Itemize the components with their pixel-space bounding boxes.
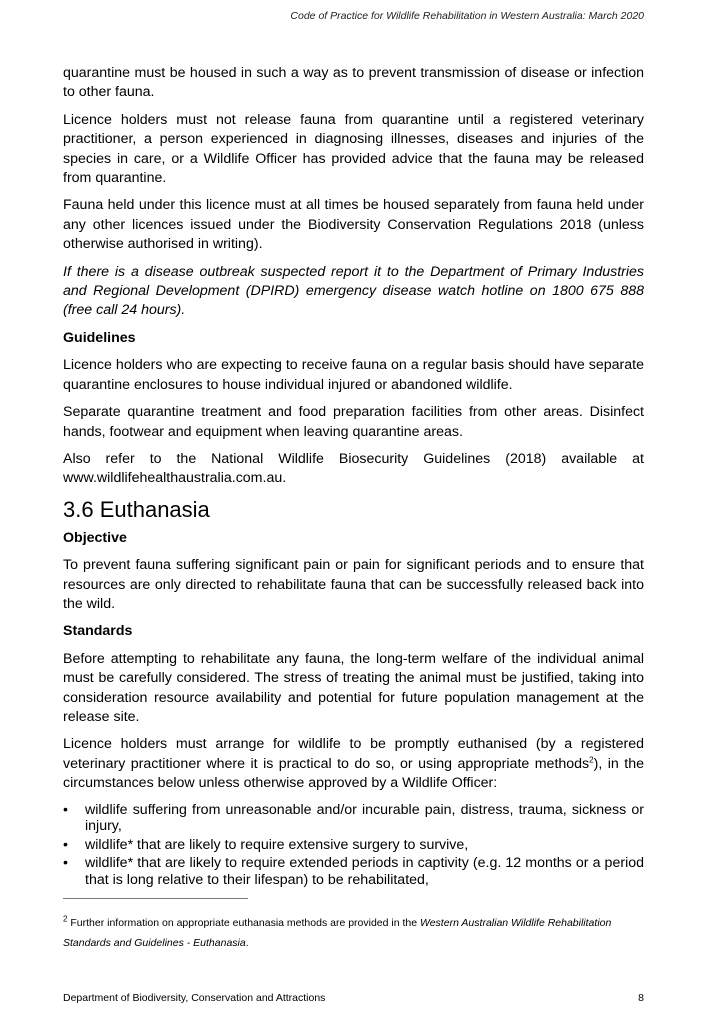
footnote-number: 2 <box>63 914 68 924</box>
page-footer <box>63 992 644 1004</box>
objective-heading: Objective <box>63 529 127 546</box>
footnote-divider <box>63 898 248 899</box>
text: ), in the circumstances below unless otherwise approved by a Wildlife Officer: <box>63 755 644 792</box>
footnote-reference[interactable]: 2 <box>589 755 594 765</box>
paragraph <box>63 735 644 793</box>
text: Licence holders must arrange for wildlife to be promptly euthanised (by a registered veterinary practitioner where it is practical to do so, or using appropriate methods <box>63 736 644 772</box>
list-item-text: wildlife* that are likely to require extended periods in captivity (e.g. 12 months or a period that is long relative to their lifespan) to be rehabilitated, <box>85 855 644 888</box>
footnote-end: . <box>245 936 249 949</box>
guidelines-heading: Guidelines <box>63 329 136 346</box>
paragraph: Licence holders who are expecting to receive fauna on a regular basis should have separate quarantine enclosures to house individual injured or abandoned wildlife. <box>63 357 644 393</box>
bullet-icon: • <box>63 801 68 818</box>
paragraph: Separate quarantine treatment and food preparation facilities from other areas. Disinfect hands, footwear and equipment when leaving quarantine areas. <box>63 404 644 440</box>
list-item-text: wildlife* that are likely to require extensive surgery to survive, <box>85 836 469 853</box>
list-item <box>63 855 644 888</box>
disease-hotline-note: If there is a disease outbreak suspected report it to the Department of Primary Industries and Regional Development (DPIRD) emergency disease watch hotline on 1800 675 888 (free call 24 hours). <box>63 263 644 319</box>
footnote-text: Further information on appropriate euthanasia methods are provided in the <box>67 917 420 929</box>
footer-organisation: Department of Biodiversity, Conservation and Attractions <box>63 992 326 1004</box>
paragraph: Also refer to the National Wildlife Biosecurity Guidelines (2018) available at www.wildlifehealthaustralia.com.au. <box>63 450 644 487</box>
paragraph: To prevent fauna suffering significant pain or pain for significant periods and to ensure that resources are only directed to rehabilitate fauna that can be successfully released back into the wild. <box>63 557 644 612</box>
paragraph: Licence holders must not release fauna from quarantine until a registered veterinary practitioner, a person experienced in diagnosing illnesses, diseases and injuries of the species in care, or a Wildlife Officer has provided advice that the fauna may be released from quarantine. <box>63 111 644 187</box>
standards-heading: Standards <box>63 623 133 640</box>
list-item <box>63 837 644 854</box>
list-item-text: wildlife suffering from unreasonable and/or incurable pain, distress, trauma, sickness or injury, <box>85 801 644 835</box>
list-item <box>63 802 644 835</box>
section-title: 3.6 Euthanasia <box>63 496 210 522</box>
paragraph: Fauna held under this licence must at all times be housed separately from fauna held under any other licences issued under the Biodiversity Conservation Regulations 2018 (unless otherwise authorised in writing). <box>63 197 644 253</box>
footnote <box>63 914 623 953</box>
paragraph: quarantine must be housed in such a way as to prevent transmission of disease or infection to other fauna. <box>63 65 644 101</box>
footnote-reference-title: Western Australian Wildlife Rehabilitation Standards and Guidelines - Euthanasia <box>63 917 612 949</box>
paragraph: Before attempting to rehabilitate any fauna, the long-term welfare of the individual animal must be carefully considered. The stress of treating the animal must be justified, taking into consideration resource availability and potential for future population management at the release site. <box>63 650 644 725</box>
euthanasia-criteria-list <box>63 802 644 889</box>
bullet-icon: • <box>63 855 68 872</box>
bullet-icon: • <box>63 836 68 853</box>
page-body <box>63 64 644 890</box>
page-number: 8 <box>638 992 644 1004</box>
running-header: Code of Practice for Wildlife Rehabilitation in Western Australia: March 2020 <box>290 10 644 22</box>
